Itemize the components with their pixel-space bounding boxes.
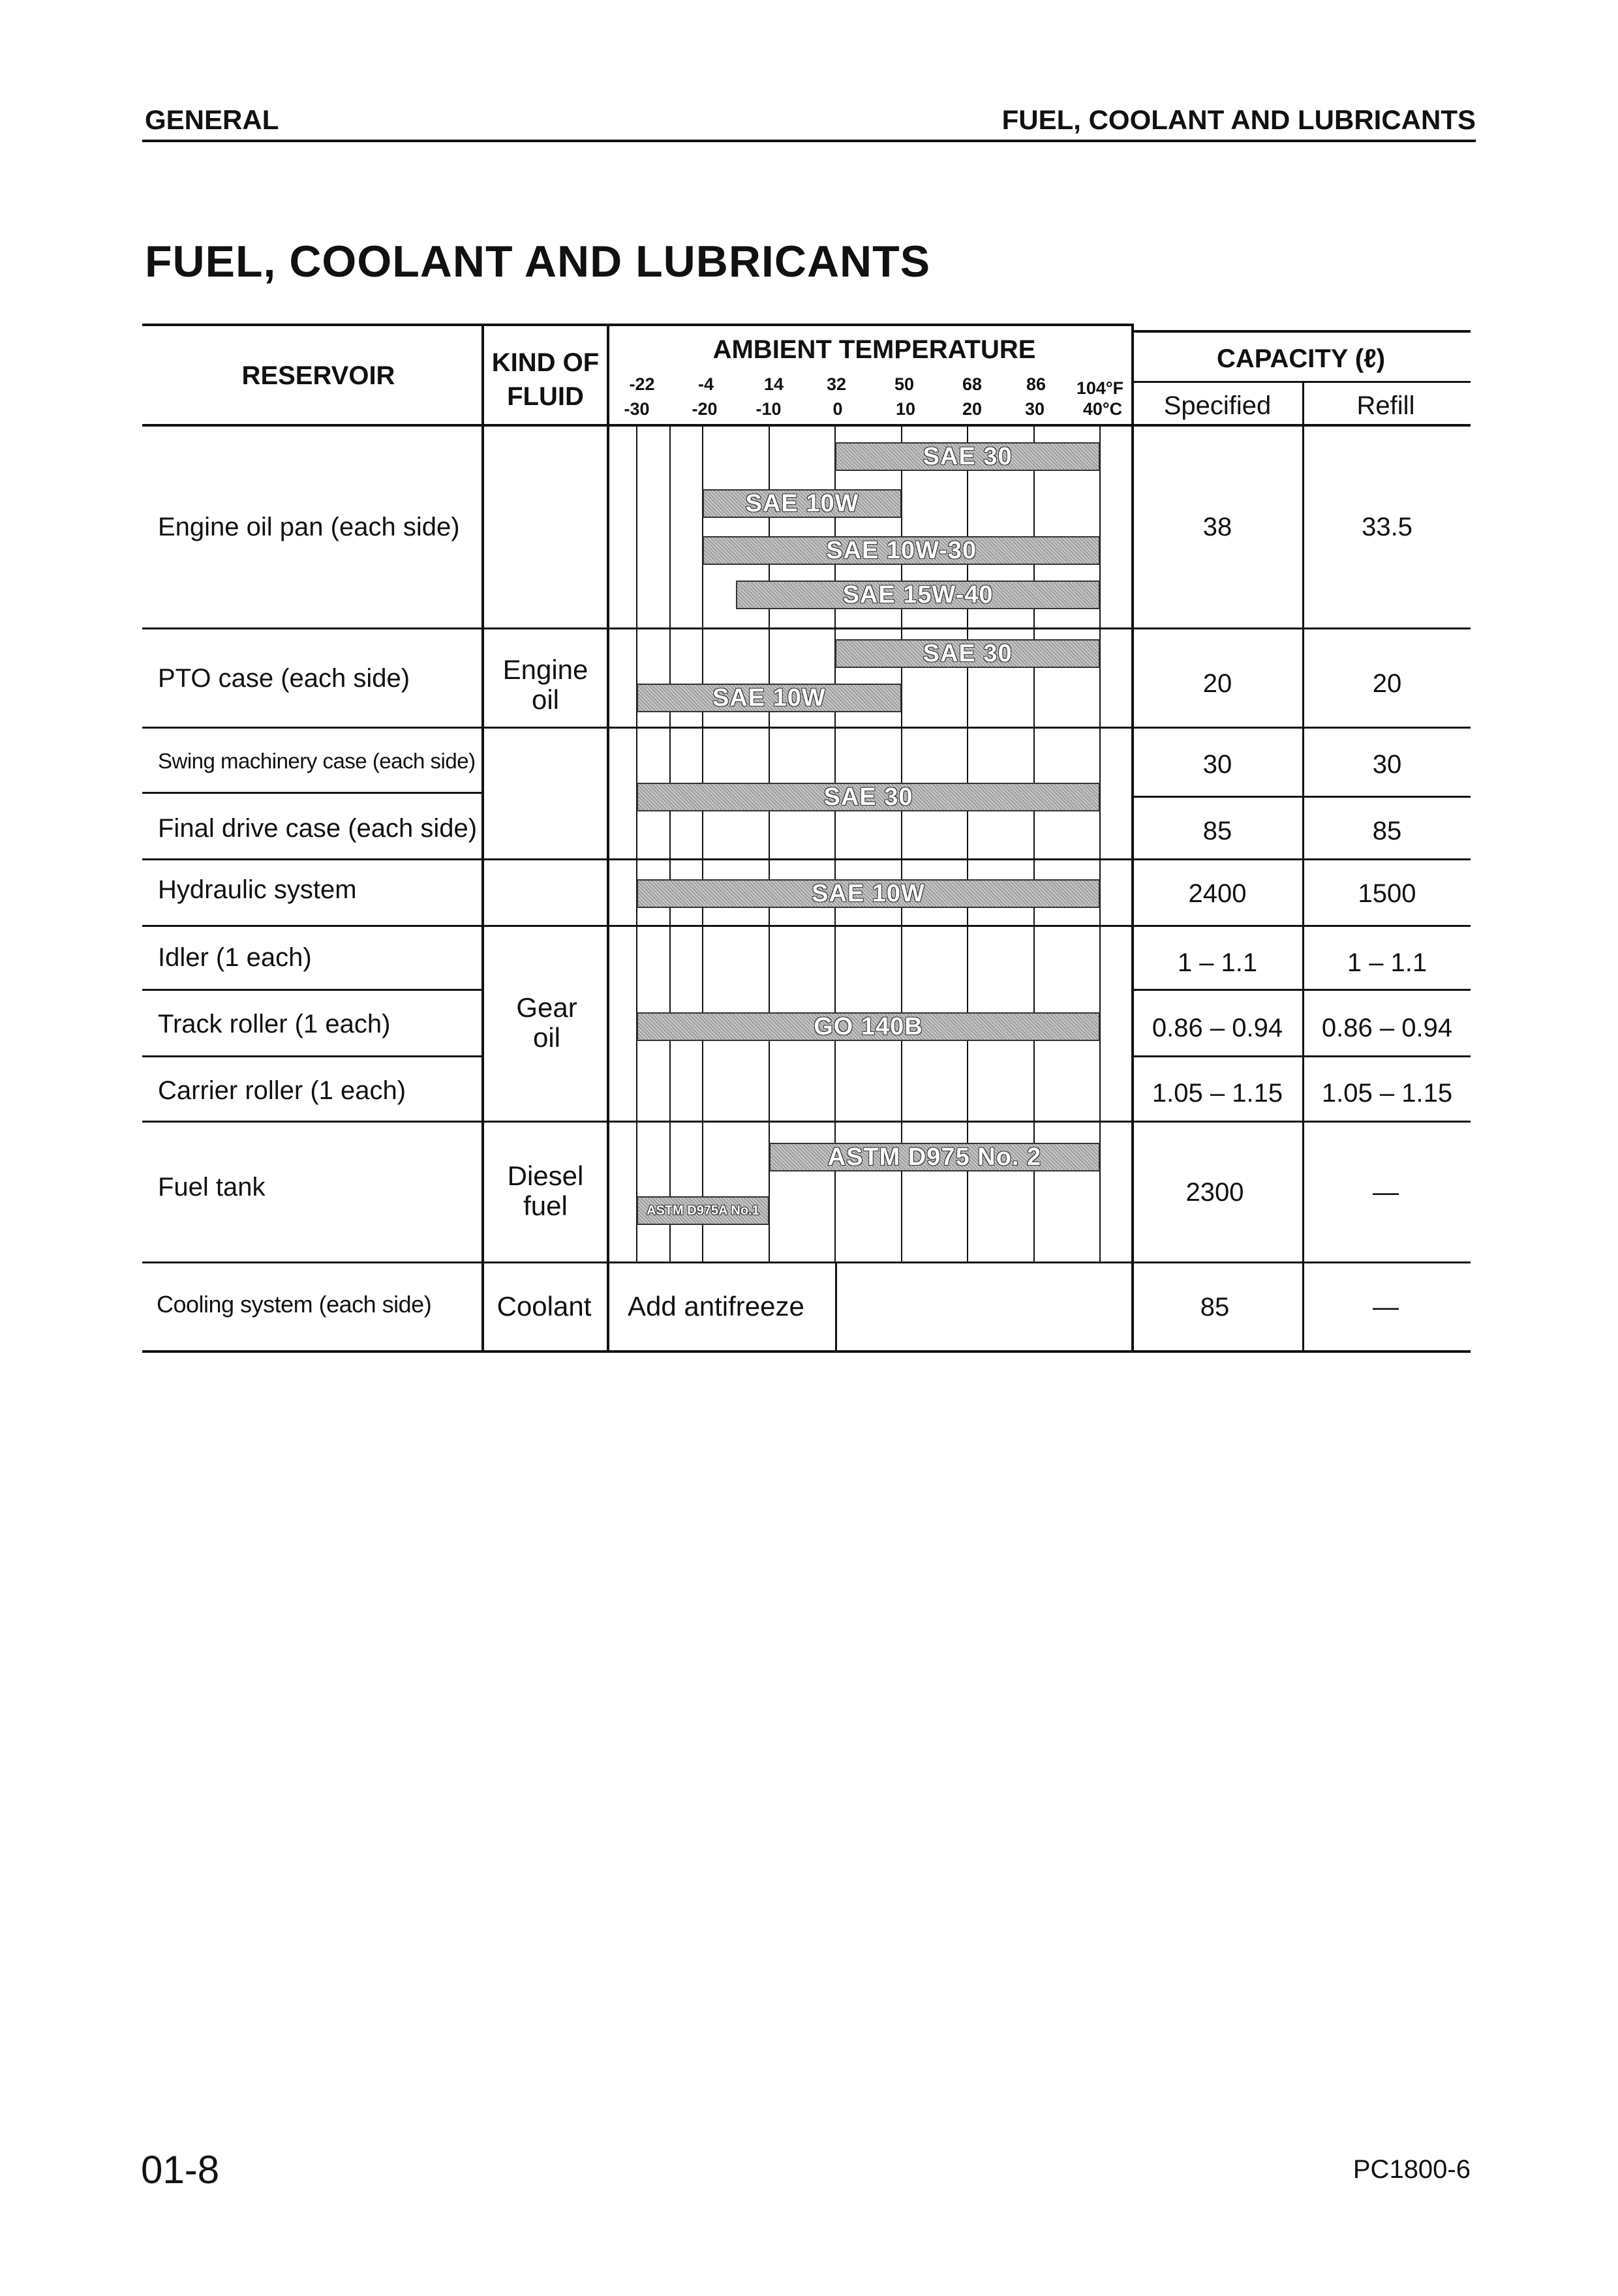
bar-engine-sae10w30: SAE 10W-30	[703, 536, 1100, 565]
table-rule-top	[142, 324, 1133, 326]
reservoir-idler: Idler (1 each)	[158, 943, 312, 972]
reservoir-fuel-tank: Fuel tank	[158, 1173, 266, 1201]
reservoir-hydraulic-system: Hydraulic system	[158, 875, 357, 904]
table-rule-r3b	[1133, 796, 1471, 798]
table-rule-r6a	[142, 989, 481, 991]
table-rule-top-cap	[1133, 330, 1471, 333]
table-col-line-1	[481, 324, 484, 1353]
temp-f-label: 104°F	[1076, 378, 1124, 398]
temp-grid-line	[636, 1123, 637, 1261]
fluid-engine-oil-line1: Engine	[502, 654, 588, 685]
antifreeze-note: Add antifreeze	[628, 1291, 804, 1322]
temp-c-label: 10	[895, 399, 916, 419]
fluid-engine-oil	[503, 655, 588, 715]
fluid-coolant: Coolant	[496, 1291, 592, 1322]
temp-f-label: -22	[629, 374, 655, 394]
temp-grid-line	[636, 427, 637, 627]
table-rule-r3a	[142, 792, 481, 794]
bar-fuel-astm-no2: ASTM D975 No. 2	[769, 1143, 1100, 1171]
reservoir-swing-machinery-case: Swing machinery case (each side)	[158, 749, 476, 773]
specified-pto-case: 20	[1202, 669, 1232, 698]
temp-f-label: 14	[763, 374, 784, 394]
refill-fuel-tank: —	[1373, 1178, 1399, 1207]
fluid-engine-oil-line2: oil	[531, 684, 560, 715]
refill-final-drive: 85	[1372, 817, 1402, 845]
bar-engine-sae30: SAE 30	[835, 442, 1100, 471]
bar-final-sae30: SAE 30	[637, 783, 1100, 811]
temp-c-label: -30	[624, 399, 650, 419]
table-rule-r5	[142, 925, 1471, 927]
bar-fuel-astm-no1: ASTM D975A No.1	[637, 1196, 769, 1225]
specified-carrier-roller: 1.05 – 1.15	[1152, 1079, 1283, 1108]
refill-cooling-system: —	[1373, 1293, 1399, 1322]
antifreeze-divider	[835, 1261, 837, 1353]
col-header-reservoir: RESERVOIR	[241, 361, 395, 390]
bar-pto-sae10w: SAE 10W	[637, 684, 902, 712]
bar-engine-sae15w40: SAE 15W-40	[736, 581, 1100, 609]
temp-c-label: 30	[1024, 399, 1045, 419]
temp-f-label: -4	[697, 374, 714, 394]
page-header-right: FUEL, COOLANT AND LUBRICANTS	[1001, 104, 1476, 135]
temp-f-label: 86	[1026, 374, 1046, 394]
temp-c-label: 0	[832, 399, 843, 419]
specified-swing-machinery: 30	[1202, 750, 1232, 779]
refill-track-roller: 0.86 – 0.94	[1321, 1014, 1453, 1042]
col-header-fluid-line1: KIND OF	[491, 348, 600, 377]
bar-pto-sae30: SAE 30	[835, 639, 1100, 668]
refill-engine-oil-pan: 33.5	[1362, 513, 1412, 541]
table-rule-r8	[142, 1121, 1471, 1123]
refill-idler: 1 – 1.1	[1347, 948, 1427, 977]
temp-c-label: 20	[962, 399, 983, 419]
temp-c-label: -20	[692, 399, 718, 419]
col-header-fluid-line2: FLUID	[507, 382, 584, 411]
temp-grid-line	[669, 427, 671, 627]
page-number: 01-8	[141, 2148, 220, 2192]
table-rule-r4	[142, 858, 1471, 860]
temp-grid-line	[669, 1123, 671, 1261]
table-rule-r2	[142, 727, 1471, 729]
bar-gear-go140b: GO 140B	[637, 1012, 1100, 1041]
temp-f-label: 50	[894, 374, 915, 394]
specified-idler: 1 – 1.1	[1177, 948, 1258, 977]
temp-grid-line	[702, 427, 703, 627]
refill-hydraulic: 1500	[1358, 879, 1416, 908]
reservoir-engine-oil-pan: Engine oil pan (each side)	[158, 513, 460, 541]
col-header-specified: Specified	[1163, 391, 1272, 420]
reservoir-track-roller: Track roller (1 each)	[158, 1010, 391, 1038]
page-title: FUEL, COOLANT AND LUBRICANTS	[145, 237, 931, 286]
reservoir-pto-case: PTO case (each side)	[158, 664, 410, 693]
specified-fuel-tank: 2300	[1185, 1178, 1244, 1207]
reservoir-carrier-roller: Carrier roller (1 each)	[158, 1076, 406, 1105]
temp-c-label: 40°C	[1082, 399, 1123, 419]
fluid-diesel-fuel-line1: Diesel	[507, 1160, 584, 1191]
fluid-gear-oil-line2: oil	[532, 1022, 561, 1053]
page-header-left: GENERAL	[145, 104, 279, 135]
fluid-gear-oil-line1: Gear	[516, 992, 577, 1023]
fluid-gear-oil	[516, 993, 577, 1053]
table-rule-cap-mid	[1133, 381, 1471, 383]
table-col-line-3	[1131, 324, 1134, 1353]
specified-hydraulic: 2400	[1188, 879, 1247, 908]
table-rule-r9	[142, 1261, 1471, 1263]
specified-engine-oil-pan: 38	[1202, 513, 1232, 541]
reservoir-final-drive-case: Final drive case (each side)	[158, 814, 478, 843]
table-rule-header-bottom	[142, 424, 1471, 427]
temp-grid-line	[702, 1123, 703, 1261]
col-header-ambient-temperature: AMBIENT TEMPERATURE	[712, 335, 1036, 364]
refill-pto-case: 20	[1372, 669, 1402, 698]
col-header-refill: Refill	[1356, 391, 1415, 420]
model-number: PC1800-6	[1352, 2155, 1471, 2184]
refill-carrier-roller: 1.05 – 1.15	[1321, 1079, 1453, 1108]
table-col-line-2	[607, 324, 609, 1353]
temp-f-label: 32	[826, 374, 847, 394]
table-rule-r1	[142, 627, 1471, 629]
temp-c-label: -10	[756, 399, 782, 419]
fluid-diesel-fuel-line2: fuel	[523, 1190, 568, 1221]
refill-swing-machinery: 30	[1372, 750, 1402, 779]
specified-final-drive: 85	[1202, 817, 1232, 845]
specified-track-roller: 0.86 – 0.94	[1152, 1014, 1283, 1042]
col-header-capacity: CAPACITY (ℓ)	[1216, 344, 1386, 373]
bar-engine-sae10w: SAE 10W	[703, 489, 901, 518]
table-rule-r7a	[142, 1055, 481, 1057]
temp-f-label: 68	[962, 374, 983, 394]
table-rule-bottom	[142, 1350, 1471, 1353]
fluid-diesel-fuel	[508, 1161, 584, 1221]
table-col-line-4	[1302, 381, 1304, 1353]
table-rule-r7b	[1133, 1055, 1471, 1057]
table-rule-r6b	[1133, 989, 1471, 991]
reservoir-cooling-system: Cooling system (each side)	[157, 1291, 432, 1318]
bar-hydraulic-sae10w: SAE 10W	[637, 879, 1100, 908]
specified-cooling-system: 85	[1200, 1293, 1230, 1322]
